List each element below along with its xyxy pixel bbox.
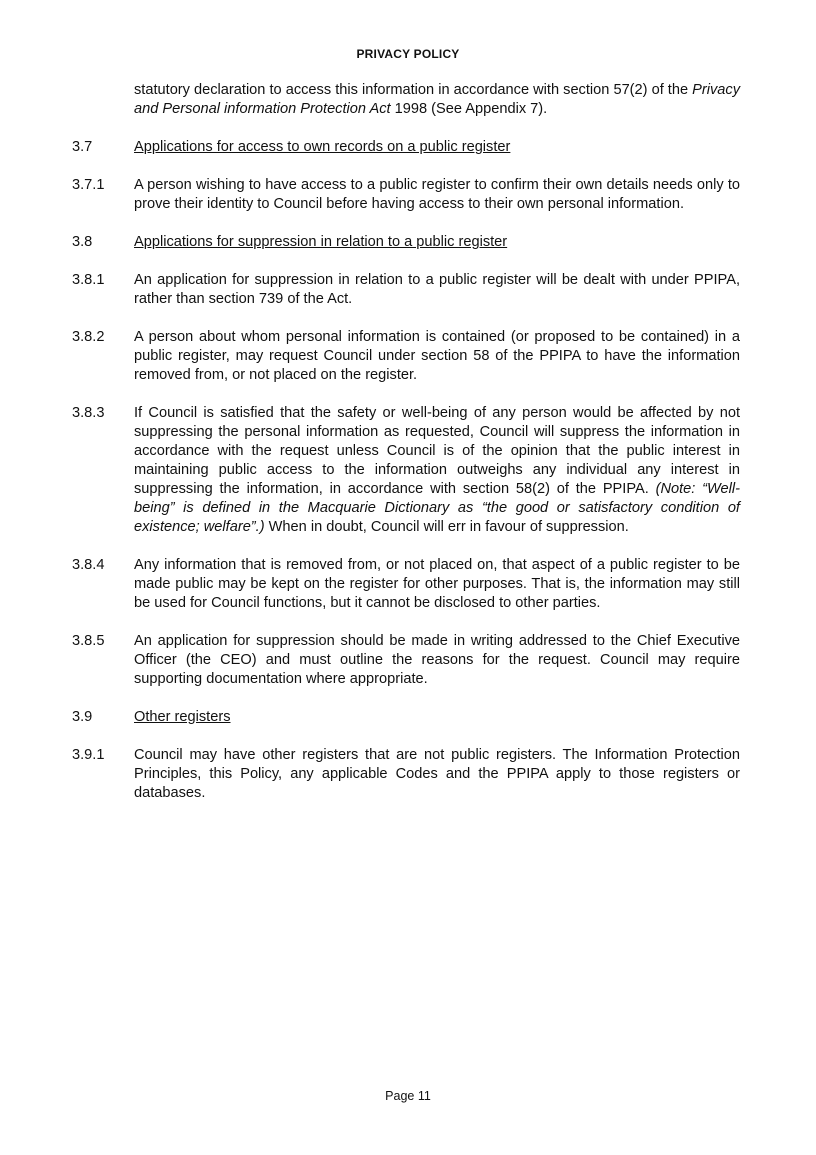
clause-number: 3.8.3 — [72, 405, 105, 421]
clause-text: An application for suppression in relation to a public register will be dealt with under PPIPA, rather than section 739 of the Act. — [134, 272, 740, 307]
clause-number: 3.8.1 — [72, 272, 105, 288]
clause-text-start: If Council is satisfied that the safety or well-being of any person would be affected by not suppressing the personal information as requested, Council will suppress the information in accordance with the request unless Council is of the opinion that the public interest in maintaining public access to the information outweighs any individual any interest in suppressing the information, in accordance with section 58(2) of the PPIPA. — [134, 405, 740, 497]
lead-text-start: statutory declaration to access this information in accordance with section 57(2) of the — [134, 82, 693, 98]
clause-3-8-4 — [72, 556, 740, 613]
section-title: Applications for suppression in relation to a public register — [134, 234, 508, 250]
clause-number: 3.8.4 — [72, 557, 105, 573]
clause-3-8-5 — [72, 632, 740, 689]
clause-text — [134, 404, 740, 537]
section-number: 3.8 — [72, 234, 93, 250]
page-number: Page 11 — [385, 1089, 431, 1103]
definition-note: (Note: “Well-being” is defined in the Macquarie Dictionary as “the good or satisfactory condition of existence; welfare”.) — [134, 481, 740, 535]
clause-text: Council may have other registers that are not public registers. The Information Protection Principles, this Policy, any applicable Codes and the PPIPA apply to those registers or databases. — [134, 747, 740, 801]
clause-3-8-3 — [72, 404, 740, 537]
clause-text: An application for suppression should be made in writing addressed to the Chief Executive Officer (the CEO) and must outline the reasons for the request. Council may require supporting documentation where appropriate. — [134, 633, 740, 687]
section-heading-3-8 — [72, 233, 740, 252]
clause-number: 3.8.2 — [72, 329, 105, 345]
page-header: PRIVACY POLICY — [356, 47, 460, 61]
document-body — [72, 138, 740, 822]
section-number: 3.9 — [72, 709, 93, 725]
section-heading-3-9 — [72, 708, 740, 727]
clause-text: A person wishing to have access to a public register to confirm their own details needs only to prove their identity to Council before having access to their own personal information. — [134, 177, 740, 212]
clause-text-end: When in doubt, Council will err in favour of suppression. — [264, 519, 629, 535]
section-title: Applications for access to own records on a public register — [134, 139, 511, 155]
clause-3-9-1 — [72, 746, 740, 803]
clause-text: A person about whom personal information is contained (or proposed to be contained) in a public register, may request Council under section 58 of the PPIPA to have the information removed from, or not placed on the register. — [134, 329, 740, 383]
clause-number: 3.8.5 — [72, 633, 105, 649]
clause-3-8-1 — [72, 271, 740, 309]
section-title: Other registers — [134, 709, 231, 725]
section-heading-3-7 — [72, 138, 740, 157]
clause-number: 3.7.1 — [72, 177, 105, 193]
clause-3-8-2 — [72, 328, 740, 385]
section-number: 3.7 — [72, 139, 93, 155]
act-title: Privacy and Personal information Protection Act — [134, 82, 740, 117]
continued-paragraph — [134, 81, 740, 119]
lead-text-end: 1998 (See Appendix 7). — [390, 101, 548, 117]
clause-3-7-1 — [72, 176, 740, 214]
clause-text: Any information that is removed from, or not placed on, that aspect of a public register to be made public may be kept on the register for other purposes. That is, the information may still be used for Council functions, but it cannot be disclosed to other parties. — [134, 557, 740, 611]
clause-number: 3.9.1 — [72, 747, 105, 763]
